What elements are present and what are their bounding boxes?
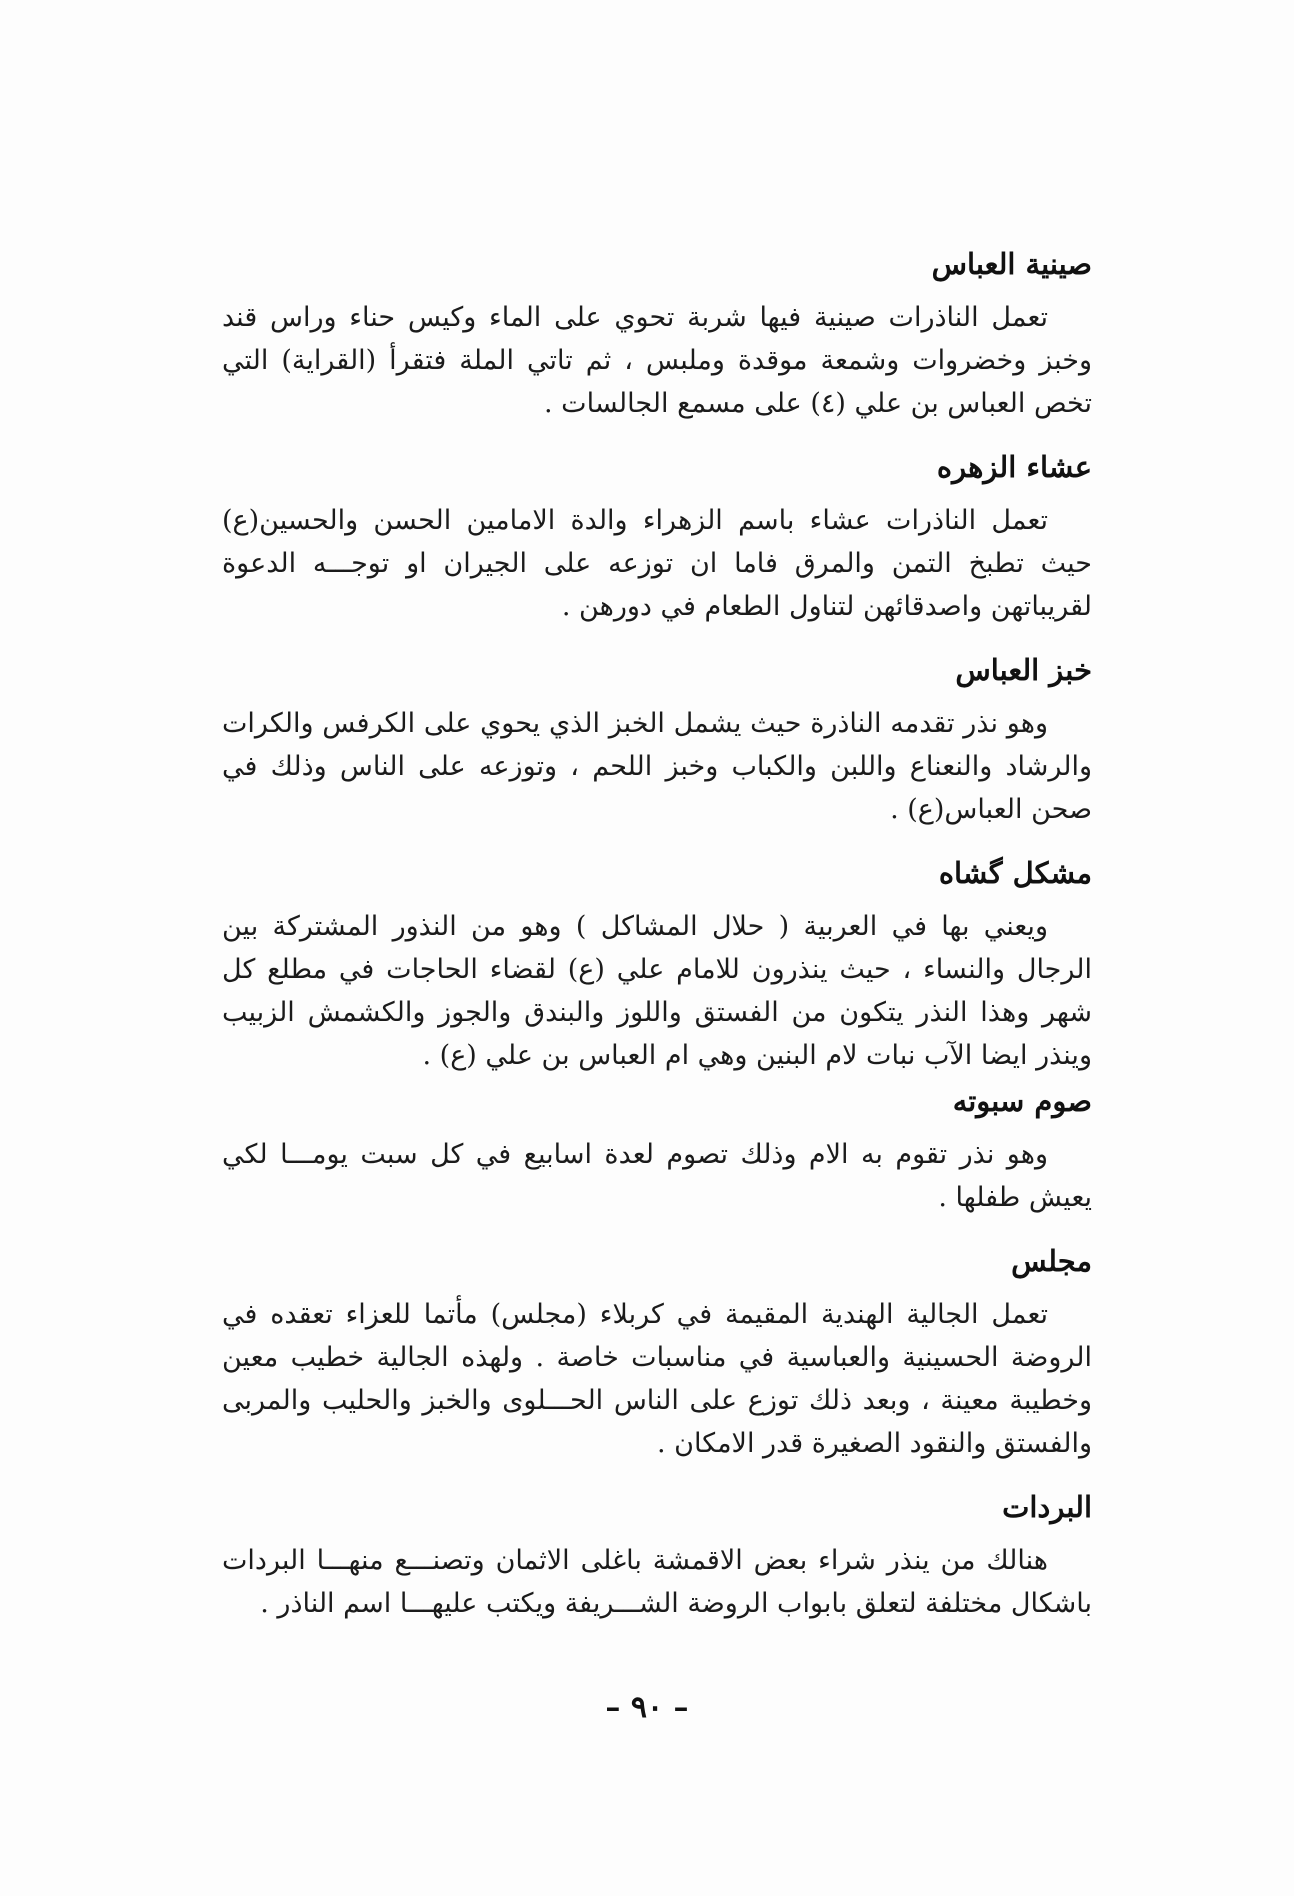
text-column	[222, 244, 1092, 1625]
section-abbas-bread	[222, 650, 1092, 831]
section-curtains	[222, 1487, 1092, 1625]
section-paragraph: ويعني بها في العربية ( حلال المشاكل ) وهو من النذور المشتركة بين الرجال والنساء ، حيث ينذرون للامام علي (ع) لقضاء الحاجات في مطلع كل شهر وهذا النذر يتكون من الفستق واللوز والبندق والجوز والكشمش الزبيب وينذر ايضا الآب نبات لام البنين وهي ام العباس بن علي (ع) .	[222, 911, 1092, 1071]
section-heading: مشكل گشاه	[938, 856, 1092, 890]
section-heading: خبز العباس	[955, 653, 1092, 687]
section-mushkil-gusha	[222, 853, 1092, 1077]
show-through-text	[726, 168, 734, 196]
section-heading: صينية العباس	[931, 247, 1092, 281]
page-number: – ٩٠ –	[605, 1690, 689, 1725]
section-majlis	[222, 1241, 1092, 1465]
section-heading: البردات	[1002, 1490, 1092, 1524]
section-heading: صوم سبوته	[952, 1084, 1092, 1118]
section-sabbat-fast	[222, 1081, 1092, 1219]
section-paragraph: وهو نذر تقوم به الام وذلك تصوم لعدة اسابيع في كل سبت يومـــا لكي يعيش طفلها .	[222, 1139, 1092, 1213]
section-abbas-tray	[222, 244, 1092, 425]
section-heading: عشاء الزهره	[936, 450, 1092, 484]
section-paragraph: وهو نذر تقدمه الناذرة حيث يشمل الخبز الذي يحوي على الكرفس والكرات والرشاد والنعناع واللبن والكباب وخبز اللحم ، وتوزعه على الناس وذلك في صحن العباس(ع) .	[222, 708, 1092, 825]
section-zahra-dinner	[222, 447, 1092, 628]
section-paragraph: هنالك من ينذر شراء بعض الاقمشة باغلى الاثمان وتصنـــع منهـــا البردات باشكال مختلفة لتعلق بابواب الروضة الشـــريفة ويكتب عليهـــا اسم الناذر .	[222, 1545, 1092, 1619]
section-heading: مجلس	[1011, 1244, 1092, 1278]
section-paragraph: تعمل الجالية الهندية المقيمة في كربلاء (مجلس) مأتما للعزاء تعقده في الروضة الحسينية والعباسية في مناسبات خاصة . ولهذه الجالية خطيب معين وخطيبة معينة ، وبعد ذلك توزع على الناس الحـــلوى والخبز والحليب والمربى والفستق والنقود الصغيرة قدر الامكان .	[222, 1299, 1092, 1459]
section-paragraph: تعمل الناذرات صينية فيها شربة تحوي على الماء وكيس حناء وراس قند وخبز وخضروات وشمعة موقدة وملبس ، ثم تاتي الملة فتقرأ (القراية) التي تخص العباس بن علي (٤) على مسمع الجالسات .	[222, 302, 1092, 419]
section-paragraph: تعمل الناذرات عشاء باسم الزهراء والدة الامامين الحسن والحسين(ع) حيث تطبخ التمن والمرق فاما ان توزعه على الجيران او توجـــه الدعوة لقريباتهن واصدقائهن لتناول الطعام في دورهن .	[222, 505, 1092, 622]
